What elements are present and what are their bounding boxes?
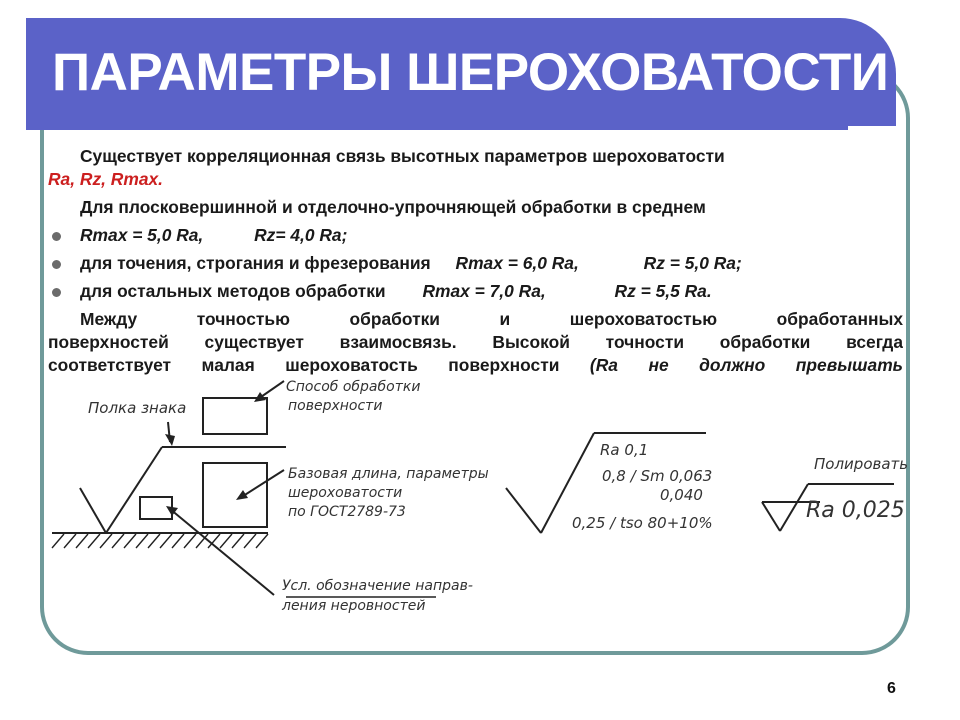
- bullet-rz: Rz= 4,0 Ra;: [254, 225, 348, 245]
- accuracy-line-2: поверхностей существует взаимосвязь. Высокой точности обработки всегда: [48, 332, 903, 352]
- example2-ra: Ra 0,025: [806, 498, 905, 523]
- example1-sm-2: 0,040: [660, 486, 703, 504]
- label-direction-1: Усл. обозначение направ-: [282, 578, 473, 594]
- label-direction-2: ления неровностей: [282, 598, 426, 614]
- label-base-2: шероховатости: [288, 485, 403, 501]
- page-number: 6: [887, 680, 896, 697]
- label-method-1: Способ обработки: [286, 379, 421, 395]
- accuracy-line-3-tail: (Ra не должно превышать: [589, 355, 903, 375]
- paragraph-average: Для плосковершинной и отделочно-упрочняющей обработки в среднем: [80, 197, 706, 217]
- example1-tp: 0,25 / tso 80+10%: [572, 514, 713, 532]
- bullet-rmax: Rmax = 6,0 Ra,: [455, 253, 579, 273]
- correlation-text: Существует корреляционная связь высотных параметров шероховатости: [80, 146, 725, 166]
- bullet-rmax: Rmax = 7,0 Ra,: [422, 281, 546, 301]
- bullet-rz: Rz = 5,5 Ra.: [614, 281, 712, 301]
- example2-method: Полировать: [814, 455, 909, 473]
- paragraph-correlation: [48, 145, 903, 191]
- bullet-item: [48, 224, 903, 247]
- bullet-method: для остальных методов обработки: [80, 281, 386, 301]
- paragraph-accuracy: [48, 308, 903, 378]
- bullet-item: [48, 280, 903, 303]
- accuracy-line-1: Между точностью обработки и шероховатостью обработанных: [80, 309, 903, 329]
- slide-title: ПАРАМЕТРЫ ШЕРОХОВАТОСТИ: [52, 43, 889, 102]
- bullet-item: [48, 252, 903, 275]
- bullet-rz: Rz = 5,0 Ra;: [643, 253, 742, 273]
- example1-sm-1: 0,8 / Sm 0,063: [602, 467, 713, 485]
- example1-ra: Ra 0,1: [600, 441, 649, 459]
- label-shelf: Полка знака: [88, 399, 187, 417]
- title-underline: [26, 126, 848, 130]
- label-base-1: Базовая длина, параметры: [288, 466, 489, 482]
- bullet-dot: [52, 232, 61, 241]
- bullet-rmax: Rmax = 5,0 Ra,: [80, 225, 204, 245]
- bullet-method: для точения, строгания и фрезерования: [80, 253, 431, 273]
- label-method-2: поверхности: [288, 398, 383, 414]
- bullet-dot: [52, 288, 61, 297]
- accuracy-line-3: [48, 354, 903, 377]
- body-text: [48, 145, 903, 378]
- accuracy-line-3-text: соответствует малая шероховатость поверхности: [48, 355, 560, 375]
- label-base-3: по ГОСТ2789-73: [288, 504, 406, 520]
- bullet-dot: [52, 260, 61, 269]
- roughness-params: Ra, Rz, Rmax.: [48, 169, 164, 189]
